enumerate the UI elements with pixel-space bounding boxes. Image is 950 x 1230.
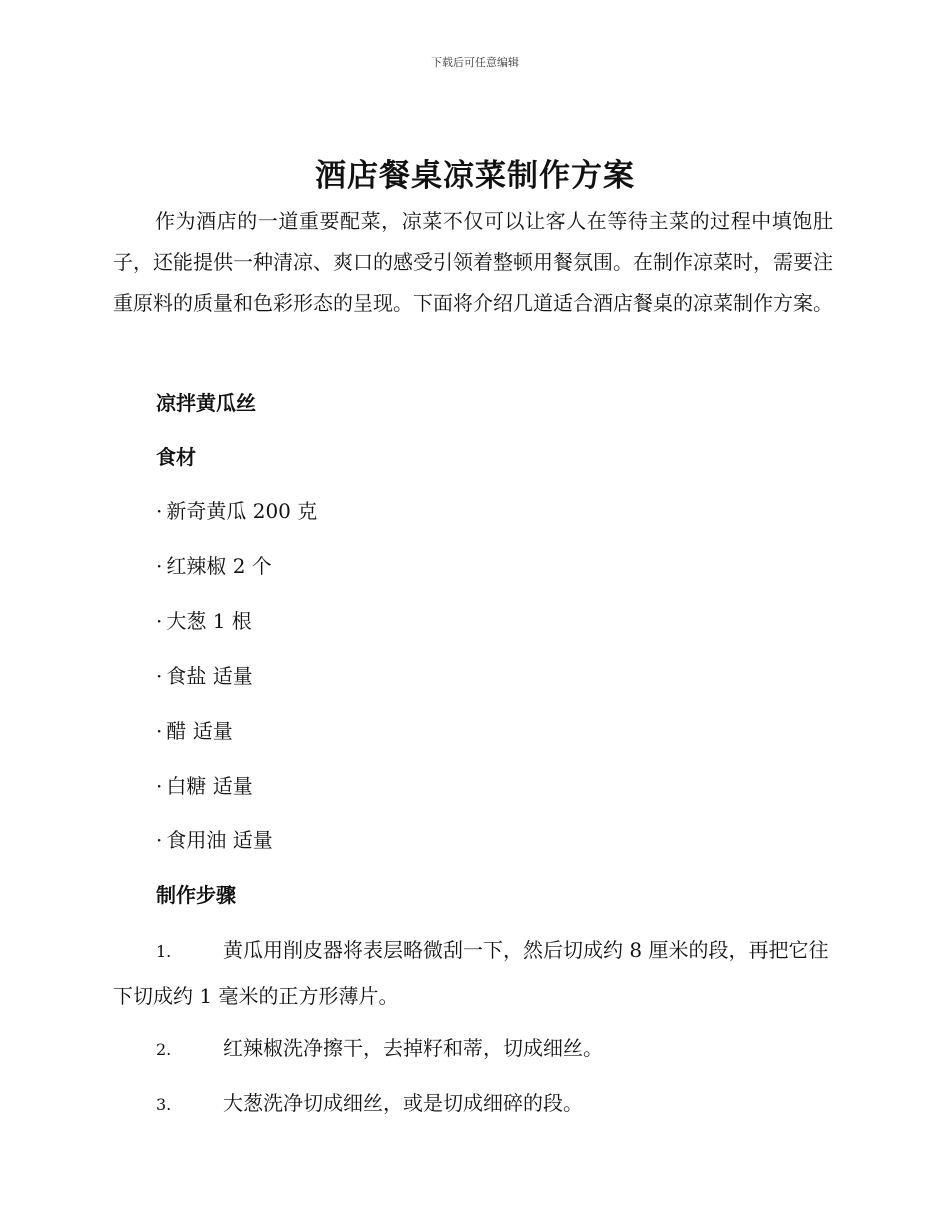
- bullet-mark: ·: [156, 828, 163, 852]
- bullet-mark: ·: [156, 554, 163, 578]
- step-item: [113, 928, 833, 1018]
- ingredient-item: [156, 552, 272, 580]
- step-number: 1.: [156, 942, 172, 961]
- bullet-mark: ·: [156, 719, 163, 743]
- ingredient-item: [156, 662, 253, 690]
- intro-paragraph: 作为酒店的一道重要配菜，凉菜不仅可以让客人在等待主菜的过程中填饱肚子，还能提供一种清凉、爽口的感受引领着整顿用餐氛围。在制作凉菜时，需要注重原料的质量和色彩形态的呈现。下面将介绍几道适合酒店餐桌的凉菜制作方案。: [113, 209, 833, 315]
- page-header: 下载后可任意编辑: [431, 56, 519, 69]
- ingredient-text: 红辣椒 2 个: [166, 554, 272, 578]
- ingredient-item: [156, 826, 273, 854]
- bullet-mark: ·: [156, 664, 163, 688]
- ingredient-text: 大葱 1 根: [166, 609, 252, 633]
- document-title: 酒店餐桌凉菜制作方案: [315, 158, 635, 194]
- ingredient-text: 醋 适量: [166, 719, 233, 743]
- ingredient-item: [156, 717, 233, 745]
- steps-heading: 制作步骤: [156, 883, 236, 907]
- ingredient-item: [156, 772, 253, 800]
- step-number: 2.: [156, 1040, 172, 1059]
- dish-title: 凉拌黄瓜丝: [156, 391, 256, 415]
- ingredient-text: 新奇黄瓜 200 克: [166, 499, 318, 523]
- ingredient-text: 白糖 适量: [166, 774, 253, 798]
- bullet-mark: ·: [156, 774, 163, 798]
- ingredient-text: 食盐 适量: [166, 664, 253, 688]
- ingredient-item: [156, 497, 317, 525]
- bullet-mark: ·: [156, 609, 163, 633]
- step-text: 大葱洗净切成细丝，或是切成细碎的段。: [223, 1091, 583, 1115]
- ingredient-text: 食用油 适量: [166, 828, 273, 852]
- step-text: 黄瓜用削皮器将表层略微刮一下，然后切成约 8 厘米的段，再把它往下切成约 1 毫米的正方形薄片。: [113, 938, 829, 1008]
- ingredient-item: [156, 607, 252, 635]
- step-number: 3.: [156, 1095, 172, 1114]
- ingredients-heading: 食材: [156, 445, 196, 469]
- step-item: [113, 1026, 833, 1072]
- step-item: [113, 1081, 833, 1127]
- bullet-mark: ·: [156, 499, 163, 523]
- step-text: 红辣椒洗净擦干，去掉籽和蒂，切成细丝。: [223, 1036, 603, 1060]
